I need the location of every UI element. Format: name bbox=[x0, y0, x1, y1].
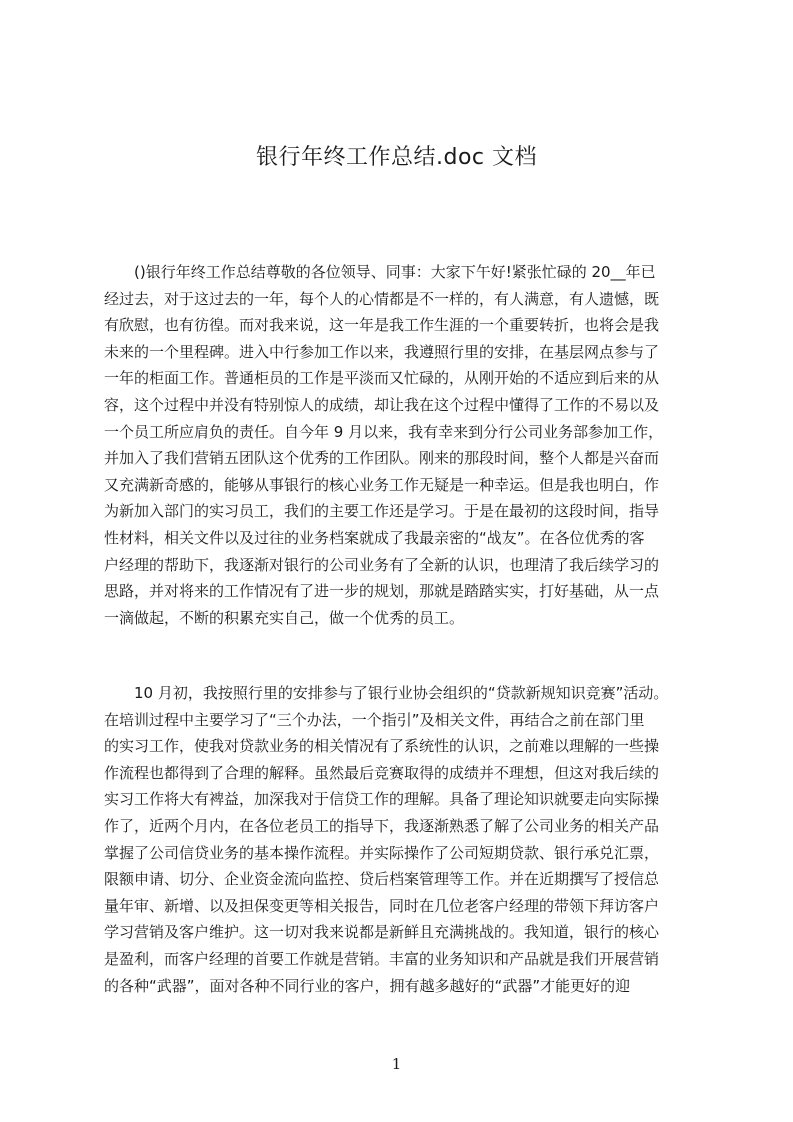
paragraph-line: 有欣慰，也有彷徨。而对我来说，这一年是我工作生涯的一个重要转折，也将会是我 bbox=[104, 316, 660, 335]
paragraph-line: 量年审、新增、以及担保变更等相关报告，同时在几位老客户经理的带领下拜访客户 bbox=[104, 896, 660, 915]
document-title: 银行年终工作总结.doc 文档 bbox=[255, 145, 537, 170]
paragraph-line: 作流程也都得到了合理的解释。虽然最后竞赛取得的成绩并不理想，但这对我后续的 bbox=[104, 763, 660, 782]
paragraph-line: 一个员工所应肩负的责任。自今年 9 月以来，我有幸来到分行公司业务部参加工作， bbox=[104, 422, 664, 441]
paragraph-line: 限额申请、切分、企业资金流向监控、贷后档案管理等工作。并在近期撰写了授信总 bbox=[104, 870, 660, 889]
paragraph-line: 经过去，对于这过去的一年，每个人的心情都是不一样的，有人满意，有人遗憾，既 bbox=[104, 289, 660, 308]
paragraph-line: 一滴做起，不断的积累充实自己，做一个优秀的员工。 bbox=[104, 608, 465, 627]
body-paragraph-1 bbox=[104, 259, 704, 631]
page-number: 1 bbox=[391, 1055, 402, 1073]
paragraph-line: 思路，并对将来的工作情况有了进一步的规划，那就是踏踏实实，打好基础，从一点 bbox=[104, 582, 660, 601]
paragraph-line: 为新加入部门的实习员工，我们的主要工作还是学习。于是在最初的这段时间，指导 bbox=[104, 502, 660, 521]
paragraph-line: 的各种“武器”，面对各种不同行业的客户，拥有越多越好的“武器”才能更好的迎 bbox=[104, 976, 631, 995]
paragraph-line: 性材料，相关文件以及过往的业务档案就成了我最亲密的“战友”。在各位优秀的客 bbox=[104, 528, 645, 547]
paragraph-line: 又充满新奇感的，能够从事银行的核心业务工作无疑是一种幸运。但是我也明白，作 bbox=[104, 475, 660, 494]
paragraph-line: 并加入了我们营销五团队这个优秀的工作团队。刚来的那段时间，整个人都是兴奋而 bbox=[104, 449, 660, 468]
paragraph-line: 学习营销及客户维护。这一切对我来说都是新鲜且充满挑战的。我知道，银行的核心 bbox=[104, 923, 660, 942]
paragraph-line: 的实习工作，使我对贷款业务的相关情况有了系统性的认识，之前难以理解的一些操 bbox=[104, 737, 660, 756]
body-paragraph-2 bbox=[104, 680, 704, 999]
paragraph-line: 10 月初，我按照行里的安排参与了银行业协会组织的“贷款新规知识竞赛”活动。 bbox=[104, 684, 669, 702]
paragraph-line: 是盈利，而客户经理的首要工作就是营销。丰富的业务知识和产品就是我们开展营销 bbox=[104, 949, 660, 968]
paragraph-line: 未来的一个里程碑。进入中行参加工作以来，我遵照行里的安排，在基层网点参与了 bbox=[104, 342, 660, 361]
paragraph-line: 掌握了公司信贷业务的基本操作流程。并实际操作了公司短期贷款、银行承兑汇票， bbox=[104, 843, 660, 862]
paragraph-line: 作了，近两个月内，在各位老员工的指导下，我逐渐熟悉了解了公司业务的相关产品 bbox=[104, 816, 660, 835]
paragraph-line: 在培训过程中主要学习了“三个办法，一个指引”及相关文件，再结合之前在部门里 bbox=[104, 710, 645, 729]
paragraph-line: 容，这个过程中并没有特别惊人的成绩，却让我在这个过程中懂得了工作的不易以及 bbox=[104, 395, 660, 414]
paragraph-line: ()银行年终工作总结尊敬的各位领导、同事：大家下午好!紧张忙碌的 20__年已 bbox=[104, 263, 656, 281]
paragraph-line: 户经理的帮助下，我逐渐对银行的公司业务有了全新的认识，也理清了我后续学习的 bbox=[104, 555, 660, 574]
paragraph-line: 一年的柜面工作。普通柜员的工作是平淡而又忙碌的，从刚开始的不适应到后来的从 bbox=[104, 369, 660, 388]
paragraph-line: 实习工作将大有裨益，加深我对于信贷工作的理解。具备了理论知识就要走向实际操 bbox=[104, 790, 660, 809]
